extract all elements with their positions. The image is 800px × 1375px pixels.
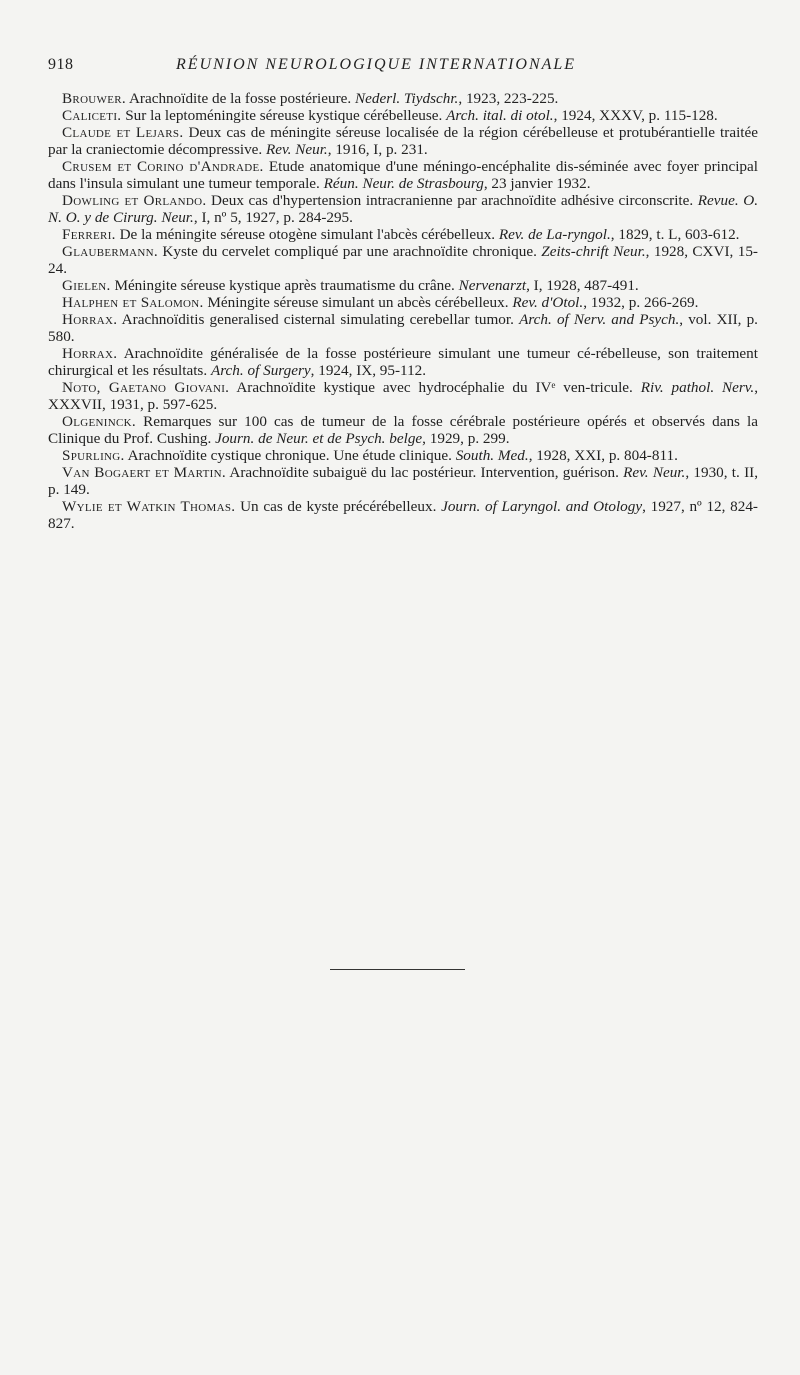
running-title: RÉUNION NEUROLOGIQUE INTERNATIONALE <box>176 56 577 73</box>
reference-author: Brouwer. <box>62 90 126 107</box>
reference-details: , XXXVII, 1931, p. 597-625. <box>48 379 758 413</box>
bibliography <box>48 90 758 532</box>
reference-details: , 1928, XXI, p. 804-811. <box>528 447 678 464</box>
reference-details: , 1927, nº 12, 824-827. <box>48 498 758 532</box>
reference-details: , 1932, p. 266-269. <box>583 294 699 311</box>
reference-journal: Riv. pathol. Nerv. <box>640 379 755 396</box>
reference-author: Olgeninck. <box>62 413 136 430</box>
reference-title: Sur la leptoméningite séreuse kystique cérébelleuse. <box>121 107 447 124</box>
reference-author: Crusem et Corino d'Andrade. <box>62 158 264 175</box>
reference-title: Méningite séreuse simulant un abcès cérébelleux. <box>203 294 513 311</box>
reference-journal: Journ. de Neur. et de Psych. belge <box>215 430 423 447</box>
reference-details: , 23 janvier 1932. <box>483 175 591 192</box>
reference-details: , I, nº 5, 1927, p. 284-295. <box>193 209 353 226</box>
reference-title: Arachnoïdite subaiguë du lac postérieur. Intervention, guérison. <box>225 464 624 481</box>
end-rule <box>330 969 465 970</box>
reference-entry <box>48 379 758 413</box>
reference-details: , 1916, I, p. 231. <box>327 141 428 158</box>
reference-author: Caliceti. <box>62 107 122 124</box>
reference-journal: Revue. O. N. O. y de Cirurg. Neur. <box>48 192 758 226</box>
reference-entry <box>48 243 758 277</box>
reference-details: , 1930, t. II, p. 149. <box>48 464 758 498</box>
page-number: 918 <box>48 56 74 73</box>
reference-title: Kyste du cervelet compliqué par une arachnoïdite chronique. <box>157 243 542 260</box>
reference-entry <box>48 107 758 124</box>
reference-journal: Réun. Neur. de Strasbourg <box>323 175 484 192</box>
reference-journal: Zeits-chrift Neur. <box>541 243 646 260</box>
reference-journal: Nederl. Tiydschr. <box>355 90 459 107</box>
reference-entry <box>48 192 758 226</box>
reference-title: Arachnoïdite généralisée de la fosse postérieure simulant une tumeur cé-rébelleuse, son traitement chirurgical et les résultats. <box>48 345 758 379</box>
reference-author: Glaubermann. <box>62 243 158 260</box>
reference-title: Deux cas de méningite séreuse localisée de la région cérébelleuse et protubérantielle traitée par la craniectomie décompressive. <box>48 124 758 158</box>
reference-author: Claude et Lejars. <box>62 124 184 141</box>
reference-entry <box>48 124 758 158</box>
reference-journal: South. Med. <box>455 447 529 464</box>
reference-entry <box>48 498 758 532</box>
reference-author: Horrax. <box>62 311 118 328</box>
page-header <box>48 56 758 80</box>
reference-journal: Rev. Neur. <box>623 464 686 481</box>
reference-entry <box>48 345 758 379</box>
reference-details: , 1924, XXXV, p. 115-128. <box>553 107 718 124</box>
reference-journal: Arch. of Surgery <box>210 362 311 379</box>
reference-details: , vol. XII, p. 580. <box>48 311 758 345</box>
reference-journal: Rev. d'Otol. <box>512 294 584 311</box>
reference-entry <box>48 158 758 192</box>
reference-entry <box>48 447 758 464</box>
reference-title: De la méningite séreuse otogène simulant l'abcès cérébelleux. <box>115 226 499 243</box>
reference-journal: Arch. of Nerv. and Psych. <box>519 311 680 328</box>
reference-details: , 1829, t. L, 603-612. <box>610 226 740 243</box>
reference-author: Gielen. <box>62 277 111 294</box>
reference-author: Horrax. <box>62 345 118 362</box>
reference-details: , 1928, CXVI, 15-24. <box>48 243 758 277</box>
reference-entry <box>48 413 758 447</box>
reference-journal: Rev. de La-ryngol. <box>498 226 611 243</box>
reference-details: , 1929, p. 299. <box>422 430 510 447</box>
reference-author: Wylie et Watkin Thomas. <box>62 498 236 515</box>
reference-title: Remarques sur 100 cas de tumeur de la fosse cérébrale postérieure opérés et observés dans la Clinique du Prof. Cushing. <box>48 413 758 447</box>
reference-title: Arachnoïdite kystique avec hydrocéphalie du IVᵉ ven-tricule. <box>229 379 641 396</box>
reference-entry <box>48 311 758 345</box>
reference-author: Dowling et Orlando. <box>62 192 207 209</box>
reference-entry <box>48 464 758 498</box>
reference-title: Un cas de kyste précérébelleux. <box>235 498 442 515</box>
reference-entry <box>48 90 758 107</box>
reference-author: Halphen et Salomon. <box>62 294 204 311</box>
reference-title: Arachnoïdite de la fosse postérieure. <box>126 90 355 107</box>
reference-journal: Nervenarzt <box>458 277 527 294</box>
reference-title: Arachnoïditis generalised cisternal simulating cerebellar tumor. <box>117 311 520 328</box>
reference-journal: Arch. ital. di otol. <box>446 107 554 124</box>
reference-title: Arachnoïdite cystique chronique. Une étude clinique. <box>124 447 456 464</box>
reference-title: Deux cas d'hypertension intracranienne par arachnoïdite adhésive circonscrite. <box>206 192 698 209</box>
reference-author: Noto, Gaetano Giovani. <box>62 379 230 396</box>
reference-entry <box>48 277 758 294</box>
reference-title: Méningite séreuse kystique après traumatisme du crâne. <box>110 277 459 294</box>
reference-entry <box>48 226 758 243</box>
reference-details: , 1924, IX, 95-112. <box>310 362 427 379</box>
reference-author: Van Bogaert et Martin. <box>62 464 226 481</box>
reference-journal: Rev. Neur. <box>266 141 328 158</box>
reference-details: , I, 1928, 487-491. <box>526 277 639 294</box>
reference-details: , 1923, 223-225. <box>458 90 559 107</box>
reference-journal: Journ. of Laryngol. and Otology <box>441 498 643 515</box>
reference-author: Ferreri. <box>62 226 116 243</box>
reference-author: Spurling. <box>62 447 125 464</box>
reference-title: Etude anatomique d'une méningo-encéphalite dis-séminée avec foyer principal dans l'insula simulant une tumeur temporale. <box>48 158 758 192</box>
reference-entry <box>48 294 758 311</box>
